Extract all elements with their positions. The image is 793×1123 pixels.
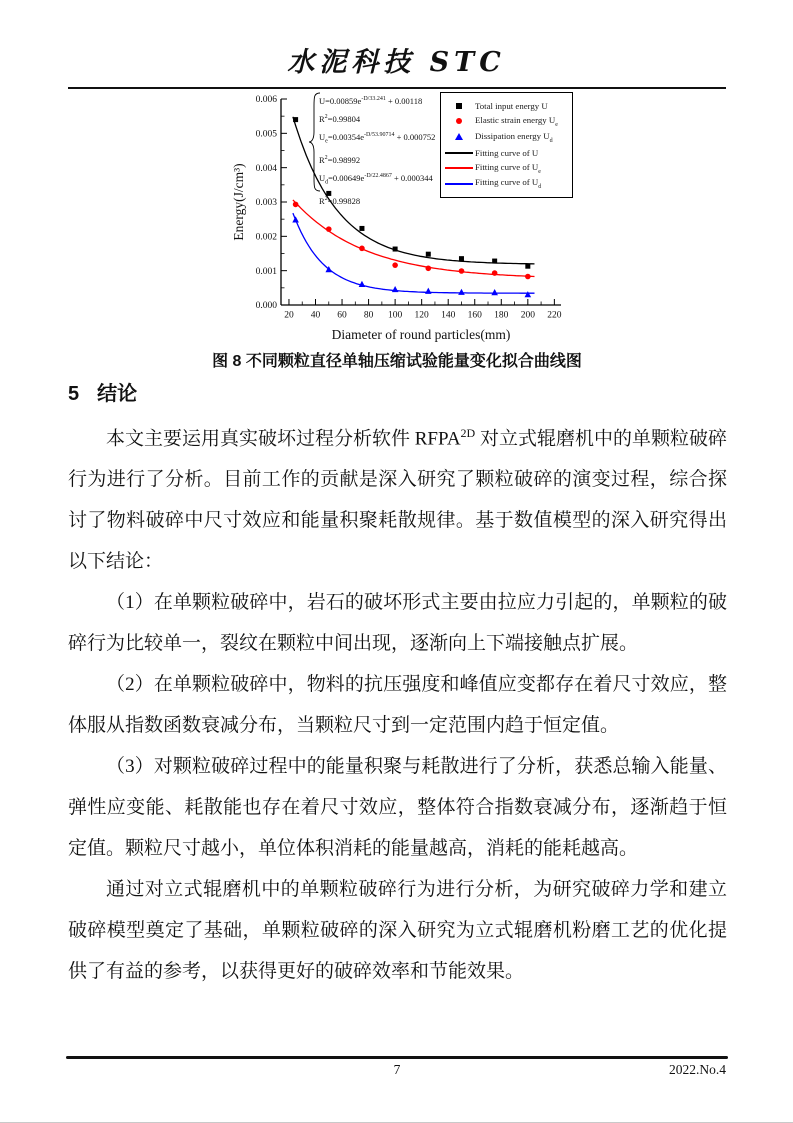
data-point-square (393, 247, 398, 252)
legend-label: Total input energy U (475, 100, 548, 111)
data-point-circle (525, 274, 531, 280)
legend-label: Dissipation energy $U_d$ (475, 130, 553, 144)
y-tick-label: 0.000 (255, 301, 277, 312)
x-tick-label: 140 (441, 310, 456, 321)
figure-8-chart (230, 90, 575, 352)
legend-item (443, 129, 570, 145)
data-point-circle (392, 262, 398, 268)
x-tick-label: 180 (494, 310, 509, 321)
y-tick-label: 0.003 (255, 198, 277, 209)
data-point-triangle (491, 289, 498, 295)
issue-label: 2022.No.4 (669, 1062, 726, 1077)
legend-label: Fitting curve of $U_e$ (475, 161, 541, 175)
data-point-circle (359, 246, 365, 252)
x-tick-label: 20 (284, 310, 294, 321)
data-point-circle (492, 270, 498, 276)
line-marker-icon (443, 152, 475, 154)
line-marker-icon (443, 167, 475, 169)
data-point-circle (326, 226, 332, 232)
data-point-square (426, 252, 431, 257)
section-title: 结论 (97, 383, 138, 405)
y-tick-label: 0.006 (255, 95, 277, 106)
data-point-square (459, 256, 464, 261)
legend-label: Fitting curve of $U_d$ (475, 177, 542, 191)
equation-line: $R^2=0.98992$ (319, 154, 361, 165)
equation-line: $R^2=0.99828$ (319, 195, 361, 206)
legend-item (443, 160, 570, 176)
y-tick-label: 0.004 (255, 163, 277, 174)
conclusion-body (68, 413, 727, 992)
x-tick-label: 40 (310, 310, 321, 321)
x-tick-label: 160 (467, 310, 482, 321)
y-axis-label: Energy(J/cm³) (231, 163, 246, 241)
rfpa-superscript: 2D (460, 426, 476, 440)
chart-legend (440, 92, 573, 198)
y-tick-label: 0.005 (255, 129, 277, 140)
data-point-circle (459, 268, 465, 274)
equation-line: $U_d=0.00649e^{-D/22.4867} + 0.000344$ (319, 173, 433, 186)
figure-caption: 图 8 不同颗粒直径单轴压缩试验能量变化拟合曲线图 (212, 353, 582, 370)
data-point-triangle (425, 288, 432, 294)
y-tick-label: 0.002 (255, 232, 277, 243)
data-point-square (525, 264, 530, 269)
equation-line: $U_e=0.00354e^{-D/53.90714} + 0.000752$ (319, 132, 436, 145)
data-point-triangle (525, 291, 532, 297)
legend-label: Elastic strain energy $U_e$ (475, 115, 558, 128)
paragraph: （1）在单颗粒破碎中，岩石的破坏形式主要由拉应力引起的，单颗粒的破碎行为比较单一，裂纹在颗粒中间出现，逐渐向上下端接触点扩展。 (68, 592, 727, 655)
legend-item (443, 176, 570, 192)
paragraph-text: 本文主要运用真实破坏过程分析软件 RFPA (106, 428, 461, 450)
data-point-square (293, 117, 298, 122)
data-point-triangle (392, 286, 399, 292)
paragraph: （2）在单颗粒破碎中，物料的抗压强度和峰值应变都存在着尺寸效应，整体服从指数函数衰减分布，当颗粒尺寸到一定范围内趋于恒定值。 (68, 674, 727, 737)
triangle-marker-icon (443, 133, 475, 140)
legend-label: Fitting curve of U (475, 147, 539, 158)
x-tick-label: 60 (337, 310, 347, 321)
footer-rule (66, 1056, 728, 1059)
paragraph (68, 413, 727, 582)
data-point-triangle (359, 281, 366, 287)
line-marker-icon (443, 183, 475, 185)
legend-item (443, 114, 570, 130)
equation-line: $U=0.00859e^{-D/33.241} + 0.00118$ (319, 95, 423, 106)
data-point-triangle (292, 216, 299, 222)
fitting-curve (293, 213, 535, 293)
y-tick-label: 0.001 (255, 266, 277, 277)
square-marker-icon (443, 103, 475, 109)
page-number: 7 (393, 1062, 401, 1077)
paragraph: （3）对颗粒破碎过程中的能量积聚与耗散进行了分析，获悉总输入能量、弹性应变能、耗散能也存在着尺寸效应，整体符合指数衰减分布，逐渐趋于恒定值。颗粒尺寸越小，单位体积消耗的能量越高，消耗的能耗越高。 (68, 756, 727, 860)
data-point-circle (425, 265, 431, 271)
journal-title: 水泥科技 STC (287, 47, 506, 78)
data-point-triangle (458, 289, 465, 295)
paragraph: 通过对立式辊磨机中的单颗粒破碎行为进行分析，为研究破碎力学和建立破碎模型奠定了基础，单颗粒破碎的深入研究为立式辊磨机粉磨工艺的优化提供了有益的参考，以获得更好的破碎效率和节能效果。 (68, 879, 727, 983)
data-point-square (492, 259, 497, 264)
section-number: 5 (68, 383, 80, 405)
paragraph-text: 对立式辊磨机中的单颗粒破碎行为进行了分析。目前工作的贡献是深入研究了颗粒破碎的演变过程，综合探讨了物料破碎中尺寸效应和能量积聚耗散规律。基于数值模型的深入研究得出以下结论： (68, 428, 727, 573)
x-tick-label: 200 (520, 310, 535, 321)
x-tick-label: 80 (363, 310, 374, 321)
equations-block (319, 91, 435, 209)
x-axis-label: Diameter of round particles(mm) (331, 327, 511, 342)
equation-line: $R^2=0.99804$ (319, 113, 361, 124)
circle-marker-icon (443, 118, 475, 124)
legend-item (443, 145, 570, 161)
data-point-square (359, 226, 364, 231)
x-tick-label: 100 (387, 310, 403, 321)
data-point-circle (293, 202, 299, 208)
section-heading (68, 377, 137, 406)
legend-item (443, 98, 570, 114)
fitting-curve (293, 200, 535, 277)
x-tick-label: 220 (547, 310, 562, 321)
x-tick-label: 120 (414, 310, 429, 321)
header-rule (68, 87, 726, 89)
